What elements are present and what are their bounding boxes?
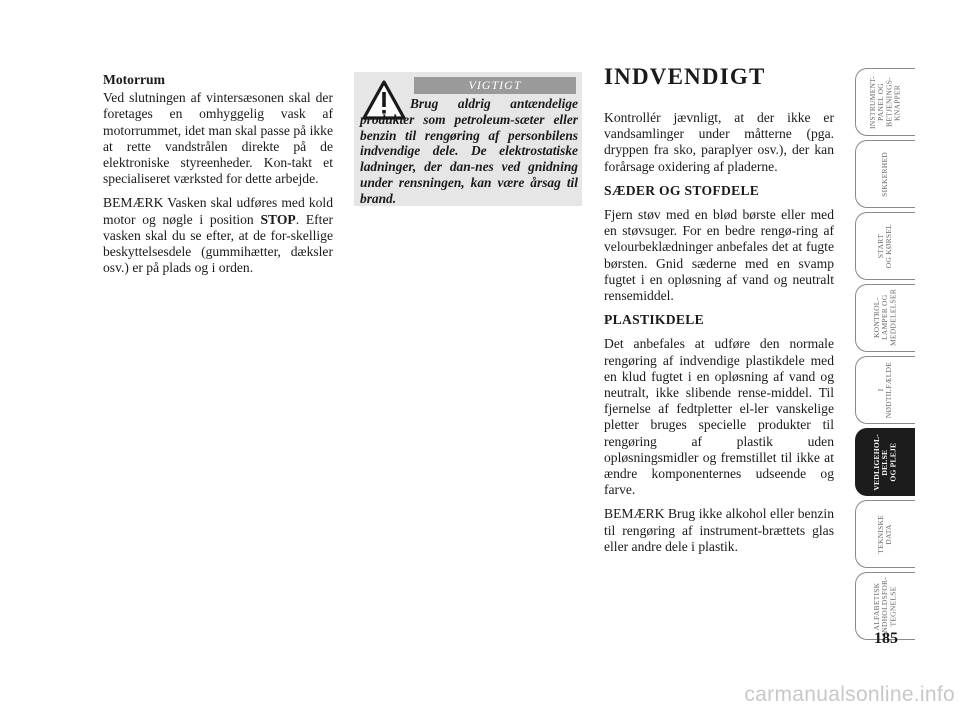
watermark: carmanualsonline.info (744, 683, 955, 706)
section-title: INDVENDIGT (604, 64, 766, 89)
note-text-pre: BEMÆRK Vasken skal udføres med kold motor og nøgle i position (103, 195, 333, 227)
left-column (103, 72, 333, 284)
tab-label: ALFABETISK INDHOLDSFOR- TEGNELSE (872, 576, 898, 636)
tab-label: SIKKERHED (880, 151, 890, 197)
tab-warning-lights[interactable] (855, 284, 915, 352)
engine-bay-note (103, 195, 333, 276)
tab-label: KONTROL- LAMPER OG MEDDELELSER (872, 289, 898, 347)
tab-label: INSTRUMENT- PANEL OG BETJENINGS- KNAPPER (868, 75, 902, 129)
warning-box (354, 72, 582, 206)
tab-label: TEKNISKE DATA (876, 514, 894, 554)
seats-text: Fjern støv med en blød børste eller med en støvsuger. For en bedre rengø-ring af velourbeklædninger anbefales det at fugte børsten. Gnid sæderne med en svamp fugtet i en opløsning af vand og neutralt rensemiddel. (604, 207, 834, 304)
note-key-position: STOP (260, 211, 296, 227)
engine-bay-paragraph: Ved slutningen af vintersæsonen skal der foretages en omhyggelig vask af motorrummet, idet man skal passe på ikke at rette vandstrålen direkte på de elektroniske styreenheder. Kon-takt et specialiseret værksted for dette arbejde. (103, 90, 333, 187)
plastic-note: BEMÆRK Brug ikke alkohol eller benzin til rengøring af instrument-brættets glas eller andre dele i plastik. (604, 506, 834, 554)
tab-instrument-panel[interactable] (855, 68, 915, 136)
plastic-text: Det anbefales at udføre den normale rengøring af indvendige plastikdele med en klud fugtet i en opløsning af vand og neutralt, ikke slibende rense-middel. Til fjernelse af fedtpletter el-ler vanskelige pletter bruges specielle produkter til rengøring af plastik uden opløsningsmidler og fremstillet til ikke at ændre komponenternes udseende og farve. (604, 336, 834, 498)
tab-label: START OG KØRSEL (876, 223, 894, 269)
note-text-post: . Efter vasken skal du se efter, at de for-skellige beskyttelsesdele (gummihætter, dæksler osv.) er på plads og i orden. (103, 211, 334, 276)
page-number: 185 (874, 630, 898, 647)
tab-label: VEDLIGEHOL- DELSE OG PLEJE (872, 433, 898, 491)
chapter-tabs (855, 68, 915, 644)
warning-label: VIGTIGT (414, 77, 576, 94)
tab-safety[interactable] (855, 140, 915, 208)
tab-maintenance[interactable] (855, 428, 915, 496)
warning-text: Brug aldrig antændelige produkter som petroleum-sæter eller benzin til rengøring af personbilens indvendige dele. De elektrostatiske ladninger, der dan-nes ved gnidning under rensningen, kan være årsag til brand. (360, 96, 578, 206)
right-column (604, 110, 834, 563)
seats-heading: SÆDER OG STOFDELE (604, 182, 760, 198)
tab-start-driving[interactable] (855, 212, 915, 280)
plastic-heading: PLASTIKDELE (604, 312, 704, 328)
tab-label: I NØDTILFÆLDE (876, 361, 894, 419)
engine-bay-heading: Motorrum (103, 72, 165, 87)
tab-emergency[interactable] (855, 356, 915, 424)
tab-technical-data[interactable] (855, 500, 915, 568)
interior-intro: Kontrollér jævnligt, at der ikke er vandsamlinger under måtterne (pga. dryppen fra sko, paraplyer osv.), der kan forårsage oxidering af pladerne. (604, 110, 834, 174)
